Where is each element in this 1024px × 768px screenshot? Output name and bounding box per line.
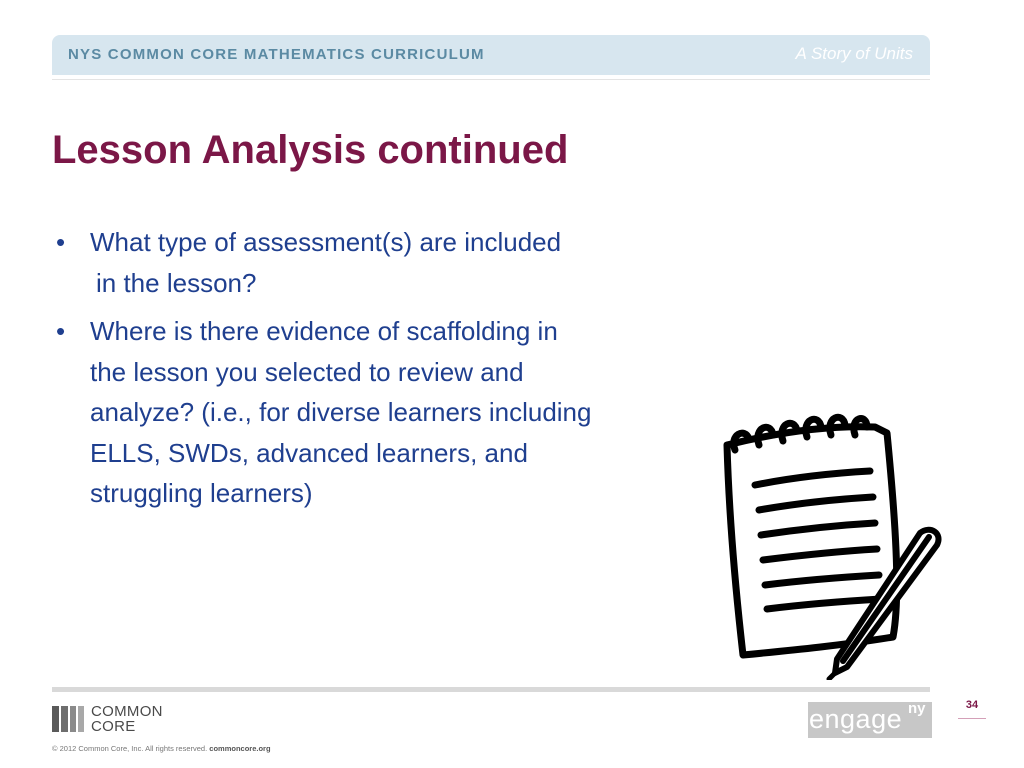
bullet-line: analyze? (i.e., for diverse learners including [90,397,592,427]
bullet-marker: • [56,316,66,346]
bullet-line: the lesson you selected to review and [90,356,524,387]
common-core-wordmark [91,704,163,734]
series-label: A Story of Units [795,44,913,63]
engage-wordmark: engage [809,704,903,734]
copyright-link[interactable]: commoncore.org [209,744,271,753]
bullet-item [56,311,706,514]
bullet-line: ELLS, SWDs, advanced learners, and [90,437,528,468]
bullet-line: in the lesson? [96,267,257,298]
bullet-line: struggling learners) [90,478,313,508]
page-number-underline [958,718,986,719]
footer-divider [52,687,930,692]
slide-title: Lesson Analysis continued [52,128,569,172]
bullet-marker: • [56,227,66,257]
notepad-pencil-icon [715,405,950,680]
logo-line-core: CORE [91,718,136,735]
bullet-list [56,222,706,514]
header-divider [52,79,930,80]
bullet-item [56,222,706,303]
copyright-notice [52,744,271,753]
logo-line-common: COMMON [91,703,163,720]
common-core-logo [52,703,187,736]
page-number: 34 [965,699,979,711]
book-spines-icon [52,706,86,732]
engageny-logo [808,702,932,738]
curriculum-label: NYS COMMON CORE MATHEMATICS CURRICULUM [68,46,485,63]
engage-ny-superscript: ny [908,700,926,717]
bullet-line: Where is there evidence of scaffolding in [90,316,558,346]
copyright-text: © 2012 Common Core, Inc. All rights reserved. [52,744,208,753]
bullet-line: What type of assessment(s) are included [90,227,562,257]
header-bar [52,35,930,75]
